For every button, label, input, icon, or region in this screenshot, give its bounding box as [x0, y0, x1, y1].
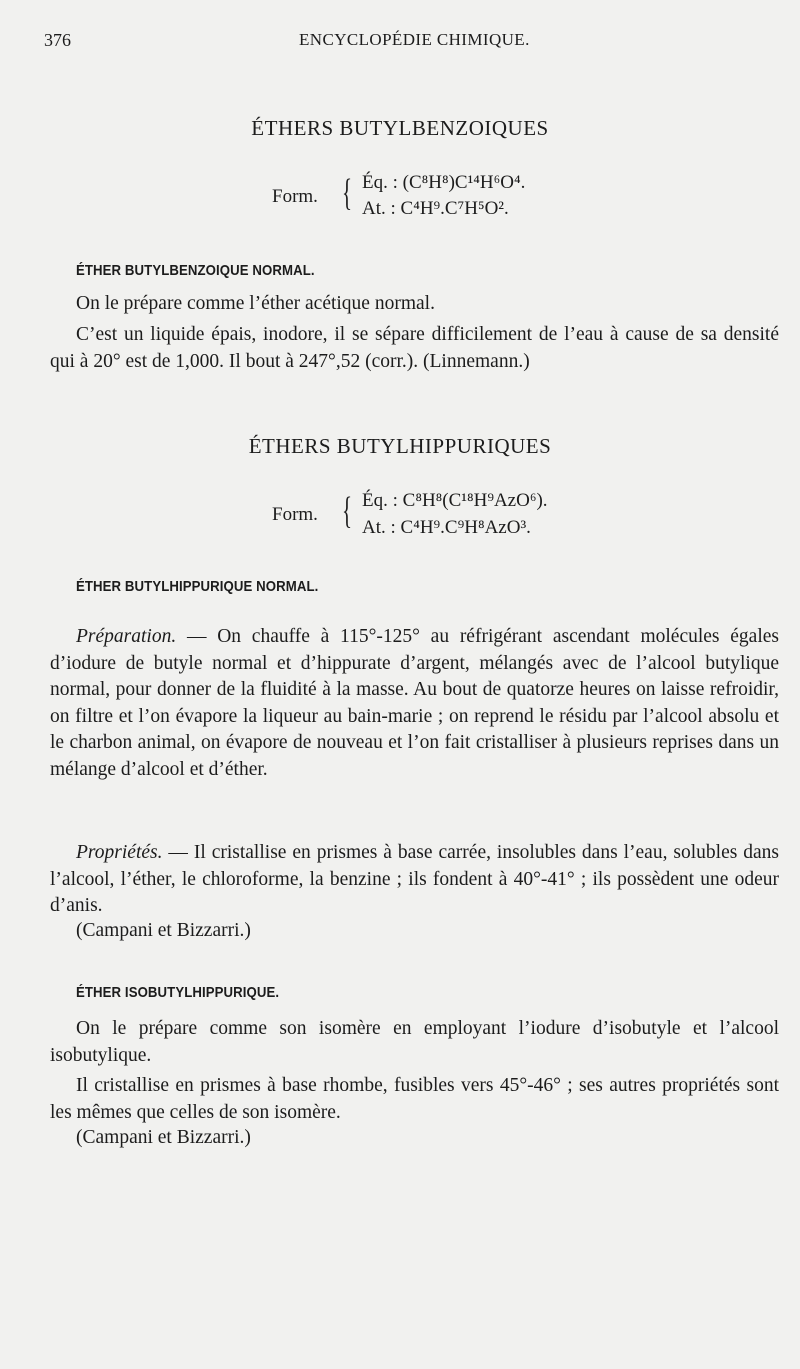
formula-at-row: [362, 198, 509, 220]
running-title: ENCYCLOPÉDIE CHIMIQUE.: [299, 30, 530, 49]
formula-block-benzoiques: [272, 168, 572, 224]
citation: (Campani et Bizzarri.): [76, 1127, 251, 1148]
paragraph-preparation: [50, 624, 779, 783]
formula-at-label: At. :: [362, 517, 396, 538]
subhead-isobutylhippurique: ÉTHER ISOBUTYLHIPPURIQUE.: [76, 984, 280, 1001]
preparation-lead: Préparation.: [76, 626, 177, 647]
formula-at-value: C⁴H⁹.C⁹H⁸AzO³.: [400, 517, 531, 538]
formula-eq-label: Éq. :: [362, 490, 398, 511]
formula-label: Form.: [272, 504, 318, 525]
formula-at-label: At. :: [362, 198, 396, 219]
paragraph: Il cristallise en prismes à base rhombe, fusibles vers 45°-46° ; ses autres propriétés sont les mêmes que celles de son isomère.: [50, 1075, 779, 1123]
paragraph: On le prépare comme son isomère en employant l’iodure d’isobutyle et l’alcool isobutylique.: [50, 1018, 779, 1066]
citation: (Campani et Bizzarri.): [76, 920, 251, 941]
formula-eq-row: [362, 172, 525, 194]
section-title-butylhippuriques: ÉTHERS BUTYLHIPPURIQUES: [248, 434, 552, 458]
paragraph: C’est un liquide épais, inodore, il se sépare difficilement de l’eau à cause de sa densité qui à 20° est de 1,000. Il bout à 247°,52 (corr.). (Linnemann.): [50, 324, 779, 372]
formula-at-value: C⁴H⁹.C⁷H⁵O².: [400, 198, 509, 219]
paragraph-proprietes: [50, 840, 779, 920]
formula-eq-value: (C⁸H⁸)C¹⁴H⁶O⁴.: [402, 172, 526, 193]
formula-eq-row: [362, 490, 548, 512]
subhead-butylhippurique-normal: ÉTHER BUTYLHIPPURIQUE NORMAL.: [76, 578, 319, 595]
formula-eq-value: C⁸H⁸(C¹⁸H⁹AzO⁶).: [402, 490, 548, 511]
formula-label: Form.: [272, 186, 318, 207]
formula-eq-label: Éq. :: [362, 172, 398, 193]
formula-block-hippuriques: [272, 484, 592, 540]
formula-at-row: [362, 517, 531, 539]
proprietes-lead: Propriétés.: [76, 842, 163, 863]
page-number: 376: [44, 30, 71, 50]
brace-icon: {: [342, 490, 353, 532]
brace-icon: {: [342, 172, 353, 214]
paragraph: On le prépare comme l’éther acétique normal.: [76, 293, 435, 314]
subhead-butylbenzoique-normal: ÉTHER BUTYLBENZOIQUE NORMAL.: [76, 262, 315, 279]
section-title-butylbenzoiques: ÉTHERS BUTYLBENZOIQUES: [251, 116, 549, 140]
preparation-text: — On chauffe à 115°-125° au réfrigérant ascendant molécules égales d’iodure de butyle normal et d’hippurate d’argent, mélangés avec de l’alcool butylique normal, pour donner de la fluidité à la masse. Au bout de quatorze heures on laisse refroidir, on filtre et l’on évapore la liqueur au bain-marie ; on reprend le résidu par l’alcool absolu et le charbon animal, on évapore de nouveau et l’on fait cristalliser à plusieurs reprises dans un mélange d’alcool et d’éther.: [50, 626, 779, 780]
proprietes-text: — Il cristallise en prismes à base carrée, insolubles dans l’eau, solubles dans l’alcool, l’éther, le chloroforme, la benzine ; ils fondent à 40°-41° ; ils possèdent une odeur d’anis.: [50, 842, 779, 916]
